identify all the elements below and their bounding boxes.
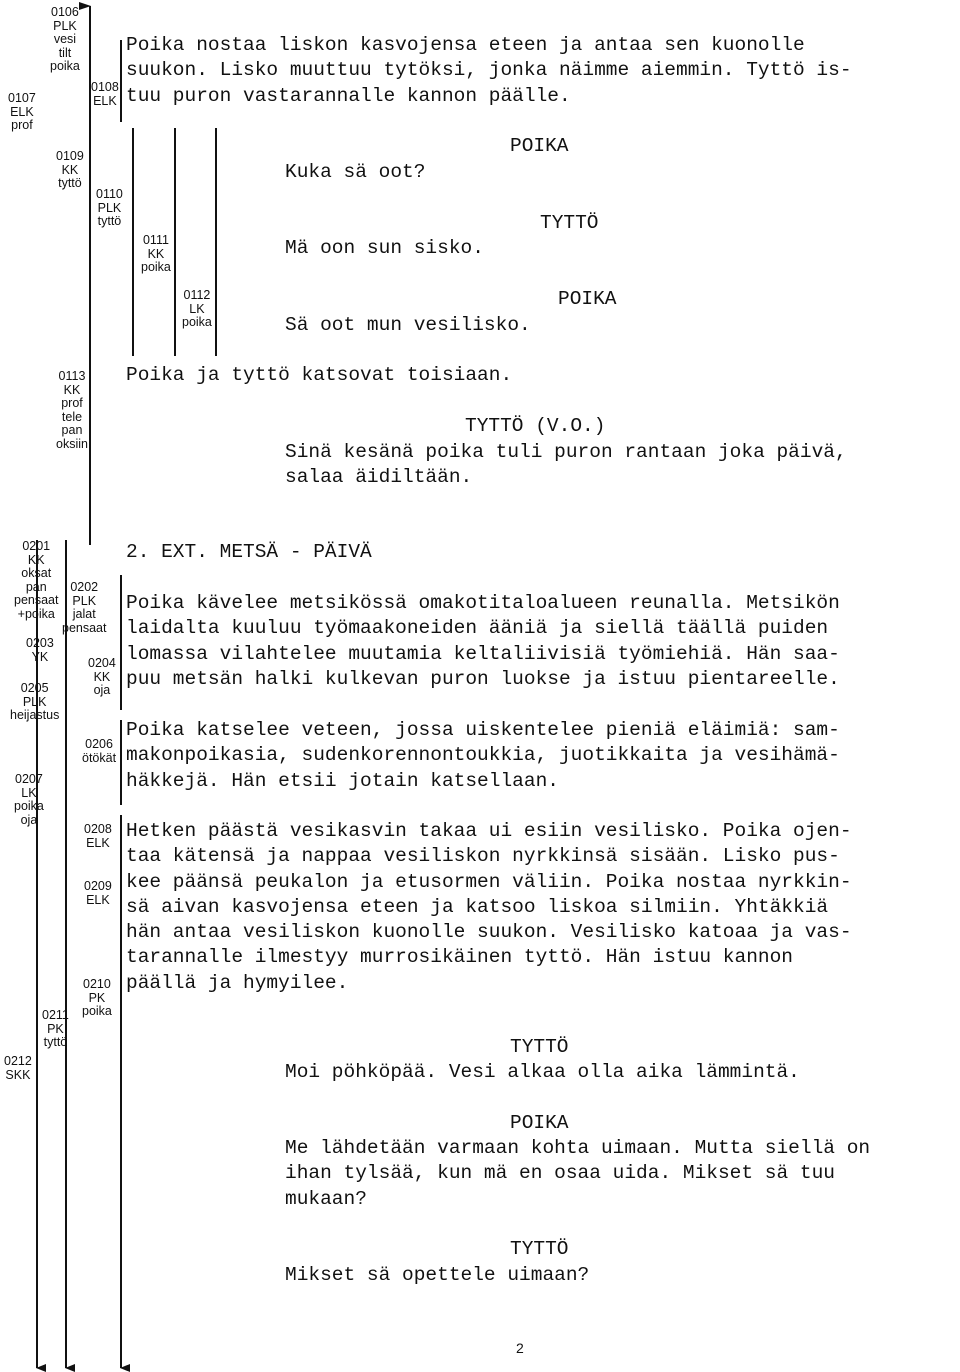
shot-label-0113: 0113 KK prof tele pan oksiin [56, 369, 88, 451]
dialogue-2: Mä oon sun sisko. [285, 237, 484, 259]
shot-label-0110: 0110 PLK tyttö [96, 187, 123, 228]
shot-label-0210: 0210 PK poika [82, 977, 112, 1018]
character-cue-6: POIKA [510, 1112, 569, 1134]
dialogue-7: Mikset sä opettele uimaan? [285, 1264, 590, 1286]
character-cue-7: TYTTÖ [510, 1238, 569, 1260]
character-cue-3: POIKA [558, 288, 617, 310]
shot-label-0205: 0205 PLK heijastus [10, 681, 60, 722]
shot-label-0112: 0112 LK poika [182, 288, 212, 329]
shot-label-0211: 0211 PK tyttö [42, 1008, 69, 1049]
shot-label-0108: 0108 ELK [91, 80, 119, 108]
shot-label-0201: 0201 KK oksat pan pensaat +poika [14, 539, 59, 621]
shot-label-0207: 0207 LK poika oja [14, 772, 44, 827]
dialogue-4: Sinä kesänä poika tuli puron rantaan joka päivä, salaa äidiltään. [285, 441, 847, 489]
action-paragraph-2: Poika ja tyttö katsovat toisiaan. [126, 364, 513, 386]
shot-label-0204: 0204 KK oja [88, 656, 116, 697]
shot-label-0202: 0202 PLK jalat pensaat [62, 580, 107, 635]
shot-label-0106: 0106 PLK vesi tilt poika [50, 5, 80, 73]
shot-label-0212: 0212 SKK [4, 1054, 32, 1082]
scene-heading: 2. EXT. METSÄ - PÄIVÄ [126, 541, 372, 563]
character-cue-1: POIKA [510, 135, 569, 157]
dialogue-1: Kuka sä oot? [285, 161, 426, 183]
action-paragraph-4: Poika katselee veteen, jossa uiskentelee pieniä eläimiä: sam- makonpoikasia, sudenkorennontoukkia, juotikkaita ja vesihämä- häkkejä. Hän etsii jotain katsellaan. [126, 719, 840, 792]
shot-label-0208: 0208 ELK [84, 822, 112, 850]
dialogue-6: Me lähdetään varmaan kohta uimaan. Mutta siellä on ihan tylsää, kun mä en osaa uida. Mikset sä tuu mukaan? [285, 1137, 871, 1210]
action-paragraph-3: Poika kävelee metsikössä omakotitaloalueen reunalla. Metsikön laidalta kuuluu työmaakoneiden ääniä ja siellä täällä puiden lomassa vilahtelee muutamia keltaliivisiä työmiehiä. Hän saa- puu metsän halki kulkevan puron luokse ja istuu pientareelle. [126, 592, 840, 690]
character-cue-5: TYTTÖ [510, 1036, 569, 1058]
shot-label-0209: 0209 ELK [84, 879, 112, 907]
character-cue-2: TYTTÖ [540, 212, 599, 234]
action-paragraph-1: Poika nostaa liskon kasvojensa eteen ja antaa sen kuonolle suukon. Lisko muuttuu tytöksi, jonka näimme aiemmin. Tyttö is- tuu puron vastarannalle kannon päälle. [126, 34, 852, 107]
shot-label-0109: 0109 KK tyttö [56, 149, 84, 190]
action-paragraph-5: Hetken päästä vesikasvin takaa ui esiin vesilisko. Poika ojen- taa kätensä ja nappaa vesiliskon nyrkkinsä sisään. Lisko pus- kee päänsä peukalon ja etusormen väliin. Poika nostaa nyrkkin- sä aivan kasvojensa eteen ja katsoo liskoa silmiin. Yhtäkkiä hän antaa vesiliskon kuonolle suukon. Vesilisko katoaa ja vas- tarannalle ilmestyy murrosikäinen tyttö. Hän istuu kannon päällä ja hymyilee. [126, 820, 852, 994]
character-cue-4: TYTTÖ (V.O.) [465, 415, 606, 437]
shot-label-0203: 0203 YK [26, 636, 54, 664]
page-number: 2 [516, 1340, 524, 1356]
shot-label-0206: 0206 ötökät [82, 737, 117, 765]
shot-label-0107: 0107 ELK prof [8, 91, 36, 132]
dialogue-5: Moi pöhköpää. Vesi alkaa olla aika lämmintä. [285, 1061, 800, 1083]
shot-label-0111: 0111 KK poika [141, 233, 171, 274]
dialogue-3: Sä oot mun vesilisko. [285, 314, 531, 336]
